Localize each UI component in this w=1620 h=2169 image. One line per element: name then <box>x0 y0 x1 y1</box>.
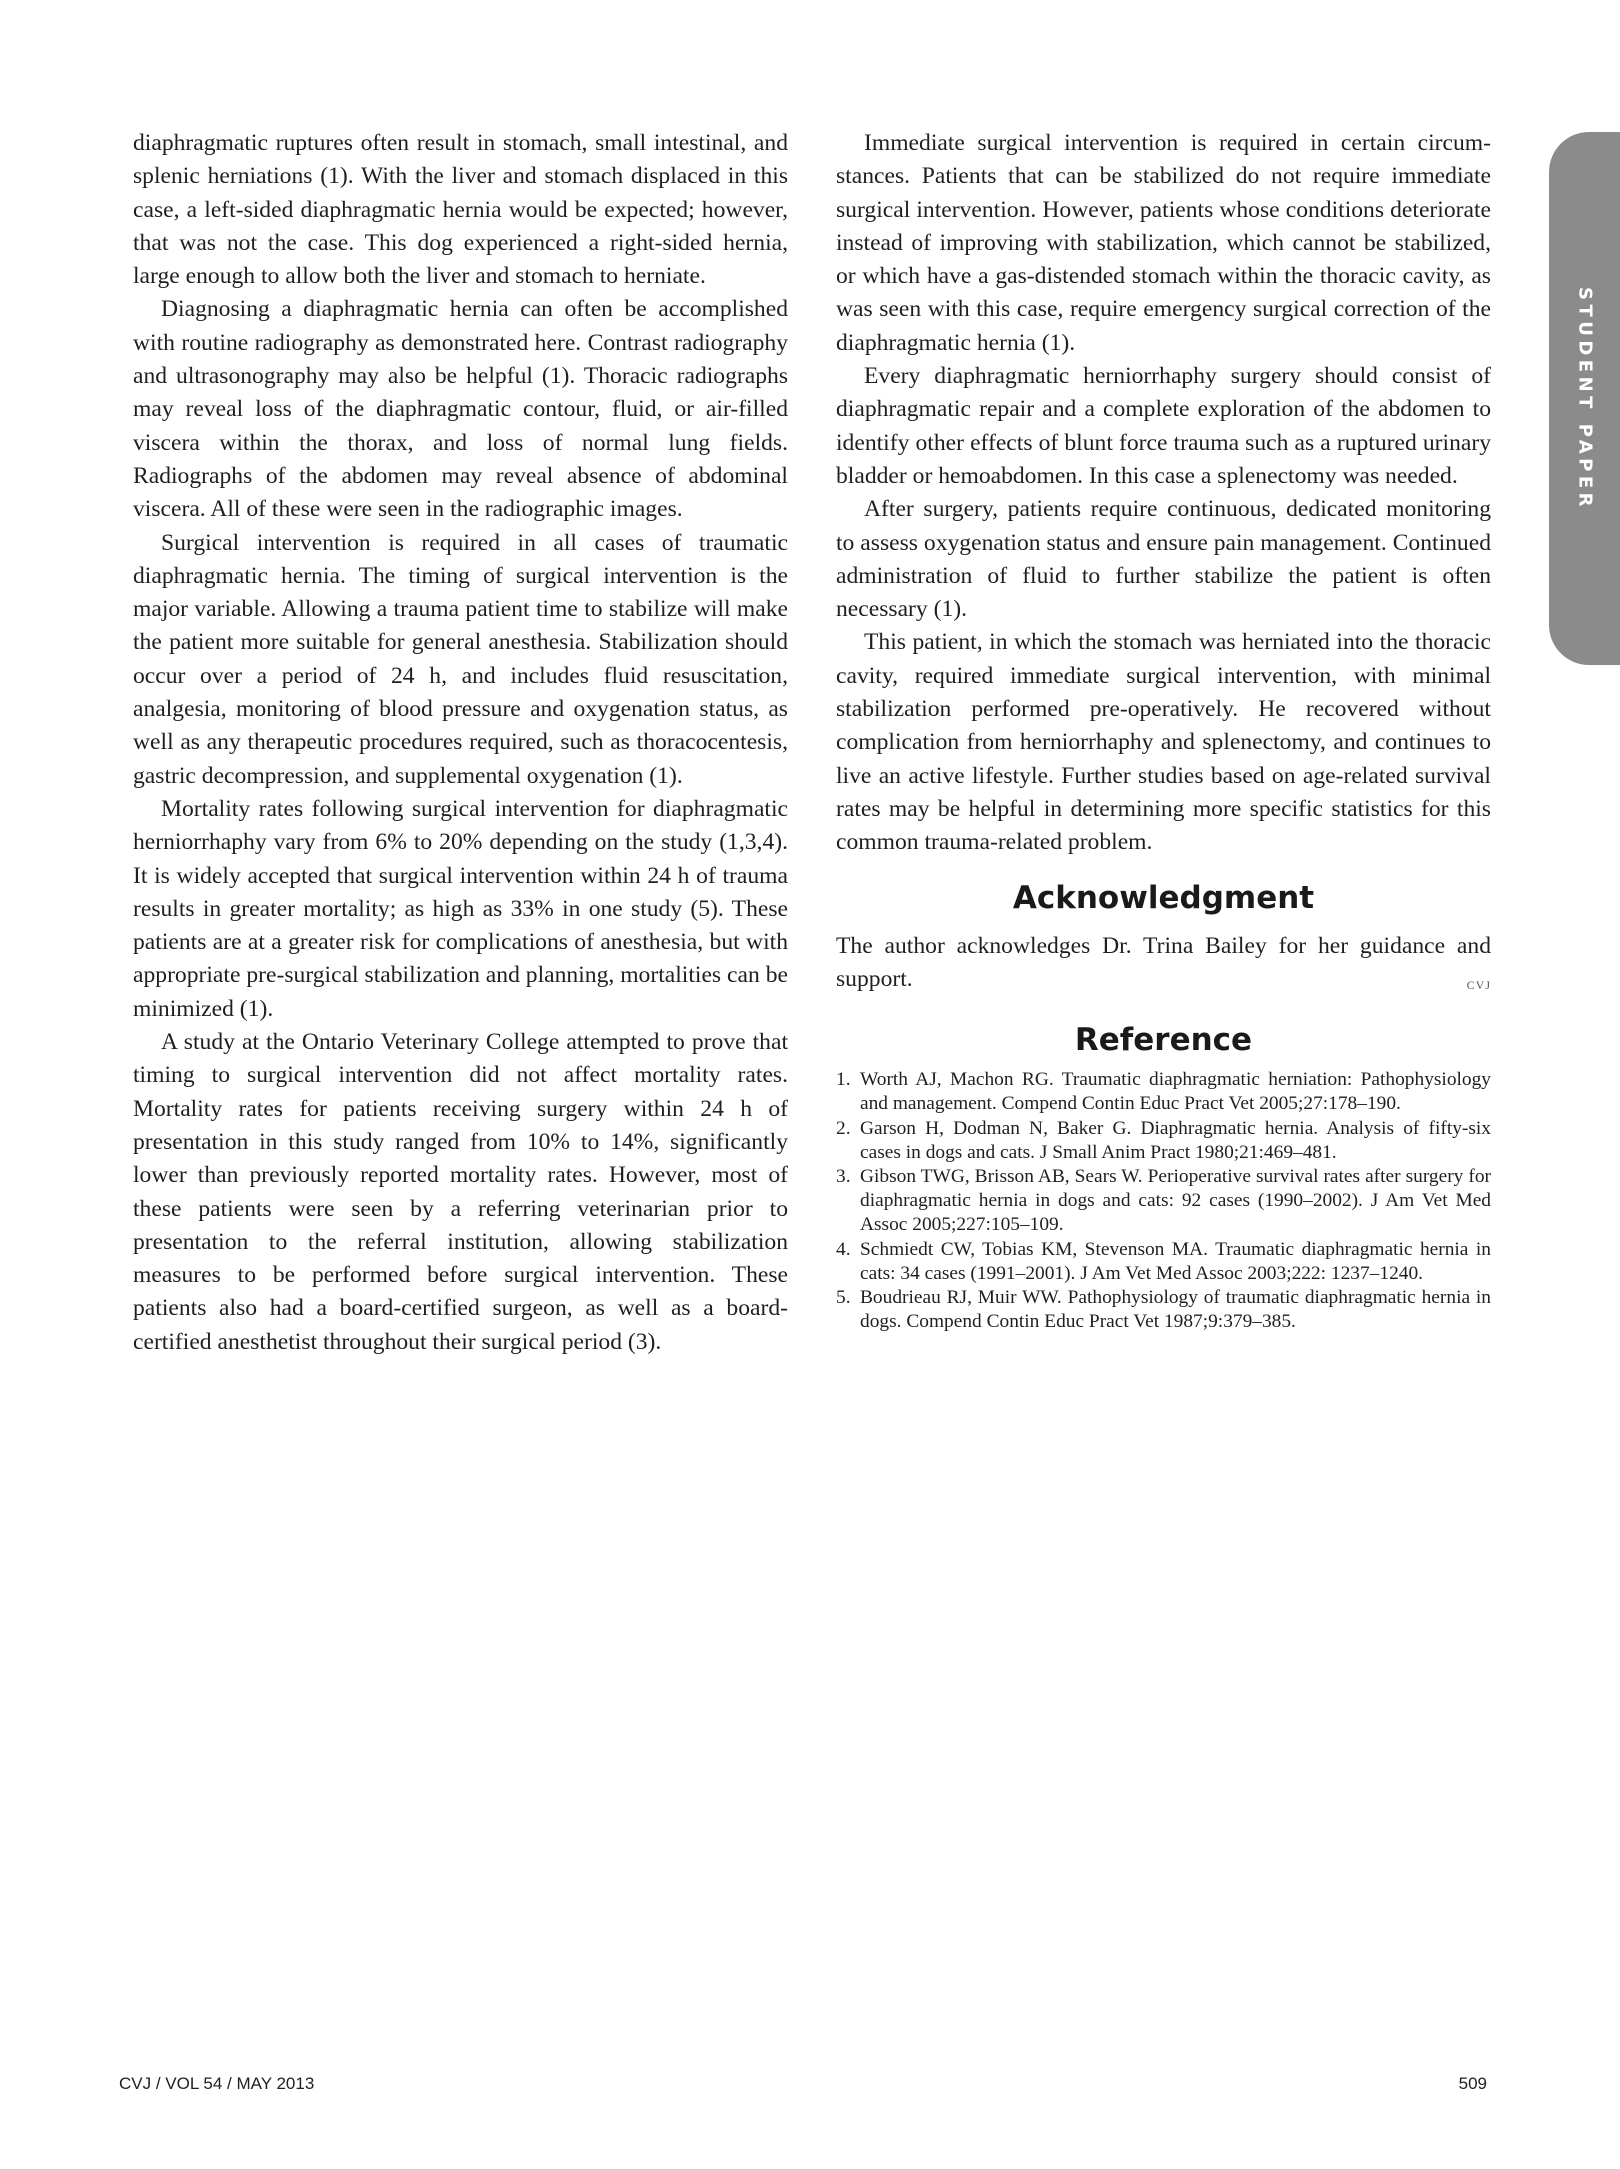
acknowledgment-body: The author acknowledges Dr. Trina Bailey for her guidance and support. <box>836 932 1491 992</box>
paragraph: Surgical intervention is required in all cases of traumatic diaphragmatic hernia. The timing of surgical intervention is the major variable. Allowing a trauma patient time to stabilize will make the patient more suitable for general anesthesia. Stabilization should occur over a period of 24 h, and includes fluid resuscitation, analgesia, monitoring of blood pressure and oxygenation status, as well as any therapeutic procedures required, such as thoracocentesis, gastric decompression, and supplemental oxygenation (1). <box>133 529 788 789</box>
reference-number: 5. <box>836 1286 851 1308</box>
paragraph: Mortality rates following surgical intervention for diaphragmatic herniorrhaphy vary from 6% to 20% depending on the study (1,3,4). It is widely accepted that surgical intervention within 24 h of trauma results in greater mortality; as high as 33% in one study (5). These patients are at a greater risk for complications of anesthesia, but with appropriate pre-surgical stabilization and planning, mortalities can be minimized (1). <box>133 795 788 1022</box>
reference-text: Boudrieau RJ, Muir WW. Pathophysiology of traumatic diaphragmatic hernia in dogs. Compend Contin Educ Pract Vet 1987;9:379–385. <box>860 1286 1491 1333</box>
reference-item <box>836 1238 1491 1286</box>
footer-page-number: 509 <box>1458 2074 1487 2093</box>
side-tab-label: STUDENT PAPER <box>1574 286 1595 511</box>
cvj-end-mark: CVJ <box>1466 977 1491 992</box>
reference-number: 3. <box>836 1165 851 1187</box>
acknowledgment-text <box>836 930 1491 997</box>
reference-number: 1. <box>836 1069 851 1091</box>
paragraph: A study at the Ontario Veterinary College attempted to prove that timing to surgical intervention did not affect mortality rates. Mortality rates for patients receiving surgery within 24 h of presentation in this study ranged from 10% to 14%, significantly lower than previously reported mortality rates. However, most of these patients were seen by a referring veterinarian prior to presentation to the referral institution, allowing stabilization measures to be performed before surgical intervention. These patients also had a board-certified surgeon, as well as a board-certified anesthetist throughout their surgical period (3). <box>133 1029 788 1355</box>
reference-item <box>836 1117 1491 1165</box>
reference-text: Schmiedt CW, Tobias KM, Stevenson MA. Traumatic diaphragmatic hernia in cats: 34 cases (1991–2001). J Am Vet Med Assoc 2003;222: 1237–1240. <box>860 1238 1491 1284</box>
reference-item <box>836 1068 1491 1116</box>
reference-text: Gibson TWG, Brisson AB, Sears W. Perioperative survival rates after surgery for diaphragmatic hernia in dogs and cats: 92 cases (1990–2002). J Am Vet Med Assoc 2005;227:105–109. <box>860 1165 1491 1236</box>
reference-number: 4. <box>836 1238 851 1260</box>
reference-text: Worth AJ, Machon RG. Traumatic diaphragmatic herniation: Pathophysiology and management. Compend Contin Educ Pract Vet 2005;27:178–190. <box>860 1069 1491 1115</box>
paragraph: After surgery, patients require continuous, dedicated monitoring to assess oxygenation status and ensure pain management. Continued administration of fluid to further stabilize the patient is often necessary (1). <box>836 496 1491 623</box>
reference-number: 2. <box>836 1117 851 1139</box>
paragraph: This patient, in which the stomach was herniated into the thoracic cavity, required immediate surgical intervention, with minimal stabilization performed pre-operatively. He recovered without complication from herniorrhaphy and splenectomy, and continues to live an active lifestyle. Further studies based on age-related survival rates may be helpful in determining more specific statistics for this common trauma-related problem. <box>836 629 1491 856</box>
footer-journal-info: CVJ / VOL 54 / MAY 2013 <box>119 2074 315 2093</box>
right-column <box>836 127 1491 1334</box>
left-column <box>133 127 788 1359</box>
paragraph: Immediate surgical intervention is required in certain circumstances. Patients that can be stabilized do not require immediate surgical intervention. However, patients whose conditions deteriorate instead of improving with stabilization, which cannot be stabilized, or which have a gas-distended stomach within the thoracic cavity, as was seen with this case, require emergency surgical correction of the diaphragmatic hernia (1). <box>836 130 1491 356</box>
reference-list <box>836 1068 1491 1334</box>
acknowledgment-heading: Acknowledgment <box>1012 879 1315 916</box>
paragraph: Diagnosing a diaphragmatic hernia can often be accomplished with routine radiography as demonstrated here. Contrast radiography and ultrasonography may also be helpful (1). Thoracic radiographs may reveal loss of the diaphragmatic contour, fluid, or air-filled viscera within the thorax, and loss of normal lung fields. Radiographs of the abdomen may reveal absence of abdominal viscera. All of these were seen in the radiographic images. <box>133 296 788 523</box>
reference-item <box>836 1165 1491 1238</box>
section-side-tab <box>1549 132 1620 665</box>
reference-text: Garson H, Dodman N, Baker G. Diaphragmatic hernia. Analysis of fifty-six cases in dogs and cats. J Small Anim Pract 1980;21:469–481. <box>860 1117 1491 1163</box>
reference-item <box>836 1286 1491 1334</box>
reference-heading: Reference <box>1074 1022 1253 1059</box>
paragraph: Every diaphragmatic herniorrhaphy surgery should consist of diaphragmatic repair and a complete exploration of the abdomen to identify other effects of blunt force trauma such as a ruptured urinary bladder or hemoabdomen. In this case a splenectomy was needed. <box>836 363 1491 489</box>
paragraph: diaphragmatic ruptures often result in stomach, small intestinal, and splenic herniations (1). With the liver and stomach displaced in this case, a left-sided diaphragmatic hernia would be expected; however, that was not the case. This dog experienced a right-sided hernia, large enough to allow both the liver and stomach to herniate. <box>133 130 788 290</box>
